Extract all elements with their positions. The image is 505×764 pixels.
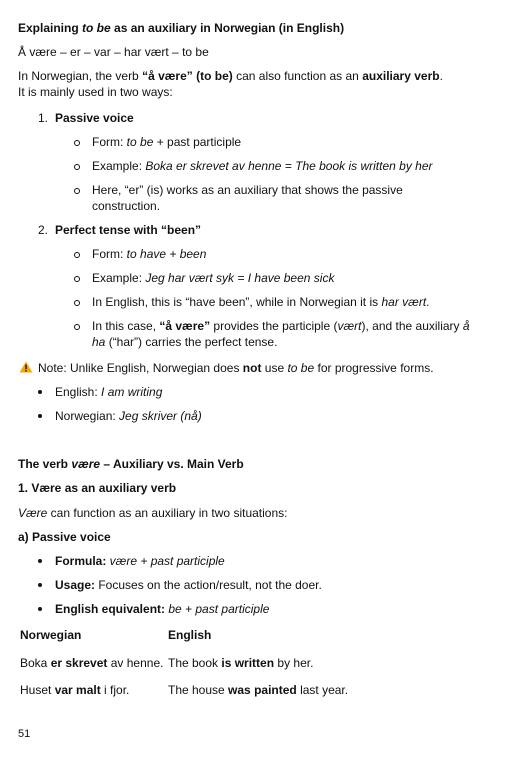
list-item: Here, “er” (is) works as an auxiliary that shows the passive <box>92 183 403 197</box>
table-cell: Boka er skrevet av henne. <box>20 656 164 670</box>
intro-line-1: In Norwegian, the verb “å være” (to be) can also function as an auxiliary verb. <box>18 69 443 83</box>
warning-icon <box>19 361 33 373</box>
bullet <box>38 583 42 587</box>
note-text: Note: Unlike English, Norwegian does not use to be for progressive forms. <box>38 361 434 375</box>
circle-bullet <box>74 164 80 170</box>
table-cell: Huset var malt i fjor. <box>20 683 130 697</box>
circle-bullet <box>74 324 80 330</box>
list-item: Example: Jeg har vært syk = I have been sick <box>92 271 335 285</box>
section-heading: Perfect tense with “been” <box>55 223 202 237</box>
circle-bullet <box>74 276 80 282</box>
list-item: Example: Boka er skrevet av henne = The book is written by her <box>92 159 433 173</box>
bullet <box>38 607 42 611</box>
section-number: 1. <box>38 111 49 125</box>
section-title: The verb være – Auxiliary vs. Main Verb <box>18 457 244 471</box>
list-item: In English, this is “have been”, while in Norwegian it is har vært. <box>92 295 430 309</box>
paragraph: Være can function as an auxiliary in two situations: <box>18 506 288 520</box>
bullet <box>38 559 42 563</box>
list-item: Norwegian: Jeg skriver (nå) <box>55 409 202 423</box>
table-header-norwegian: Norwegian <box>20 628 82 642</box>
table-cell: The book is written by her. <box>168 656 314 670</box>
list-item: English equivalent: be + past participle <box>55 602 270 616</box>
subsection-heading: a) Passive voice <box>18 530 111 544</box>
bullet <box>38 414 42 418</box>
list-item: In this case, “å være” provides the participle (vært), and the auxiliary å <box>92 319 470 333</box>
list-item-continuation: construction. <box>92 199 161 213</box>
circle-bullet <box>74 140 80 146</box>
page-title: Explaining to be as an auxiliary in Norwegian (in English) <box>18 21 345 35</box>
circle-bullet <box>74 300 80 306</box>
list-item: Usage: Focuses on the action/result, not the doer. <box>55 578 322 592</box>
circle-bullet <box>74 188 80 194</box>
table-cell: The house was painted last year. <box>168 683 349 697</box>
subsection-heading: 1. Være as an auxiliary verb <box>18 481 177 495</box>
page-number: 51 <box>18 728 31 740</box>
conjugation-line: Å være – er – var – har vært – to be <box>18 45 209 59</box>
list-item: Formula: være + past participle <box>55 554 225 568</box>
list-item-continuation: ha (“har”) carries the perfect tense. <box>92 335 278 349</box>
list-item: Form: to be + past participle <box>92 135 242 149</box>
section-heading: Passive voice <box>55 111 134 125</box>
table-header-english: English <box>168 628 212 642</box>
intro-line-2: It is mainly used in two ways: <box>18 85 173 99</box>
bullet <box>38 390 42 394</box>
circle-bullet <box>74 252 80 258</box>
list-item: English: I am writing <box>55 385 163 399</box>
section-number: 2. <box>38 223 49 237</box>
list-item: Form: to have + been <box>92 247 207 261</box>
